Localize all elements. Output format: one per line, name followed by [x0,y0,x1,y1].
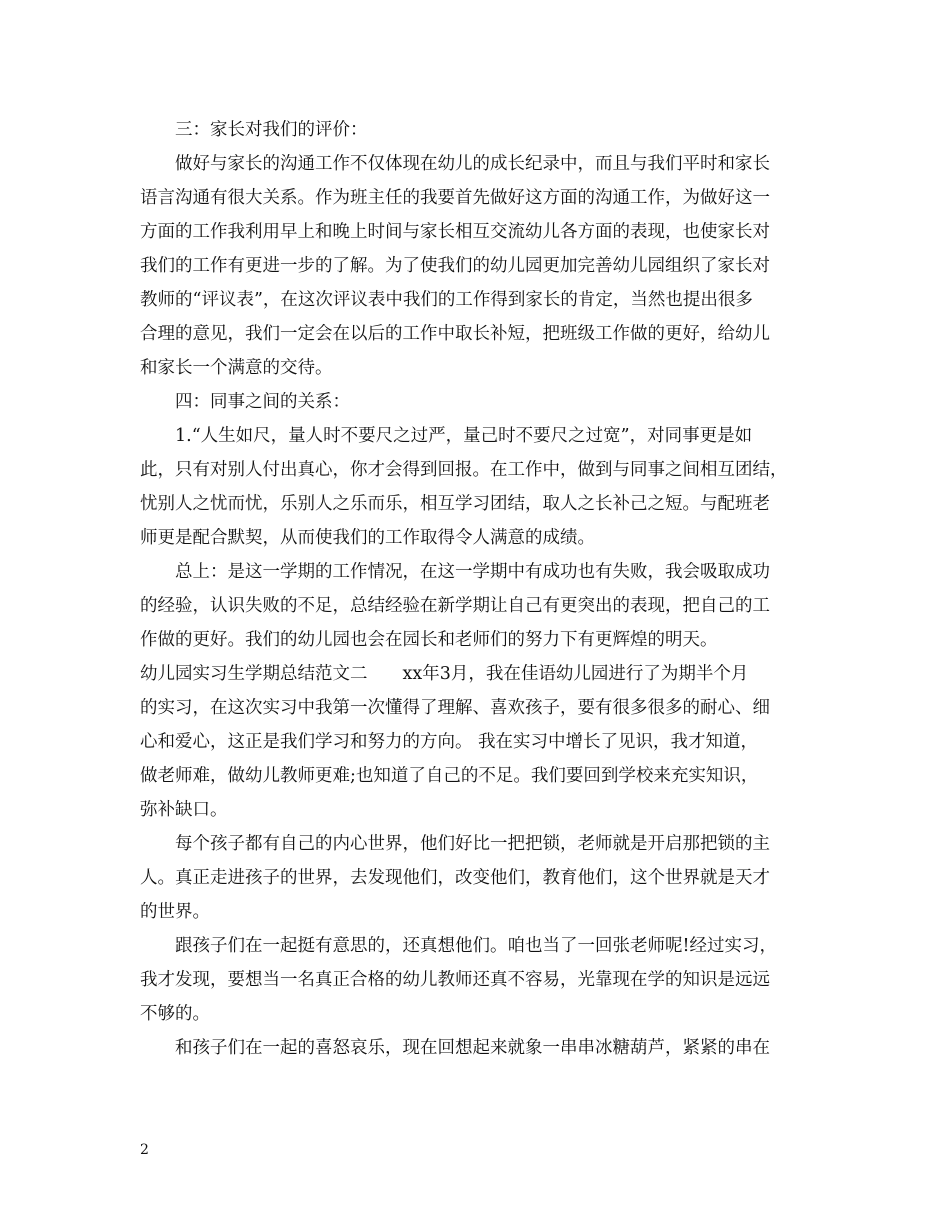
text-line: 的经验，认识失败的不足，总结经验在新学期让自己有更突出的表现，把自己的工 [140,596,770,616]
page-number: 2 [140,1142,149,1158]
text-line: 幼儿园实习生学期总结范文二 xx年3月，我在佳语幼儿园进行了为期半个月 [140,664,749,684]
text-line: 此，只有对别人付出真心，你才会得到回报。在工作中，做到与同事之间相互团结， [140,460,788,480]
text-line: 我们的工作有更进一步的了解。为了使我们的幼儿园更加完善幼儿园组织了家长对 [140,256,770,276]
text-line: 心和爱心，这正是我们学习和努力的方向。 我在实习中增长了见识，我才知道， [140,732,759,752]
text-line: 我才发现，要想当一名真正合格的幼儿教师还真不容易，光靠现在学的知识是远远 [140,970,770,990]
text-line: 1.“人生如尺，量人时不要尺之过严，量己时不要尺之过宽”，对同事更是如 [140,426,753,446]
text-line: 每个孩子都有自己的内心世界，他们好比一把把锁，老师就是开启那把锁的主 [140,834,770,854]
text-line: 三：家长对我们的评价： [140,120,368,140]
text-line: 忧别人之忧而忧，乐别人之乐而乐，相互学习团结，取人之长补己之短。与配班老 [140,494,770,514]
text-line: 做老师难，做幼儿教师更难;也知道了自己的不足。我们要回到学校来充实知识， [140,766,759,786]
text-line: 合理的意见，我们一定会在以后的工作中取长补短，把班级工作做的更好，给幼儿 [140,324,770,344]
text-line: 人。真正走进孩子的世界，去发现他们，改变他们，教育他们，这个世界就是天才 [140,868,770,888]
text-line: 四：同事之间的关系： [140,392,350,412]
text-line: 作做的更好。我们的幼儿园也会在园长和老师们的努力下有更辉煌的明天。 [140,630,718,650]
text-line: 和孩子们在一起的喜怒哀乐，现在回想起来就象一串串冰糖葫芦，紧紧的串在 [140,1038,770,1058]
text-line: 方面的工作我利用早上和晚上时间与家长相互交流幼儿各方面的表现，也使家长对 [140,222,770,242]
text-line: 的世界。 [140,902,210,922]
text-line: 跟孩子们在一起挺有意思的，还真想他们。咱也当了一回张老师呢!经过实习， [140,936,778,956]
text-line: 的实习，在这次实习中我第一次懂得了理解、喜欢孩子，要有很多很多的耐心、细 [140,698,770,718]
text-line: 弥补缺口。 [140,800,228,820]
text-line: 教师的“评议表”，在这次评议表中我们的工作得到家长的肯定，当然也提出很多 [140,290,753,310]
text-line: 和家长一个满意的交待。 [140,358,333,378]
text-line: 不够的。 [140,1004,210,1024]
text-line: 语言沟通有很大关系。作为班主任的我要首先做好这方面的沟通工作，为做好这一 [140,188,770,208]
text-line: 师更是配合默契，从而使我们的工作取得令人满意的成绩。 [140,528,595,548]
text-line: 总上：是这一学期的工作情况，在这一学期中有成功也有失败，我会吸取成功 [140,562,770,582]
text-line: 做好与家长的沟通工作不仅体现在幼儿的成长纪录中，而且与我们平时和家长 [140,154,770,174]
